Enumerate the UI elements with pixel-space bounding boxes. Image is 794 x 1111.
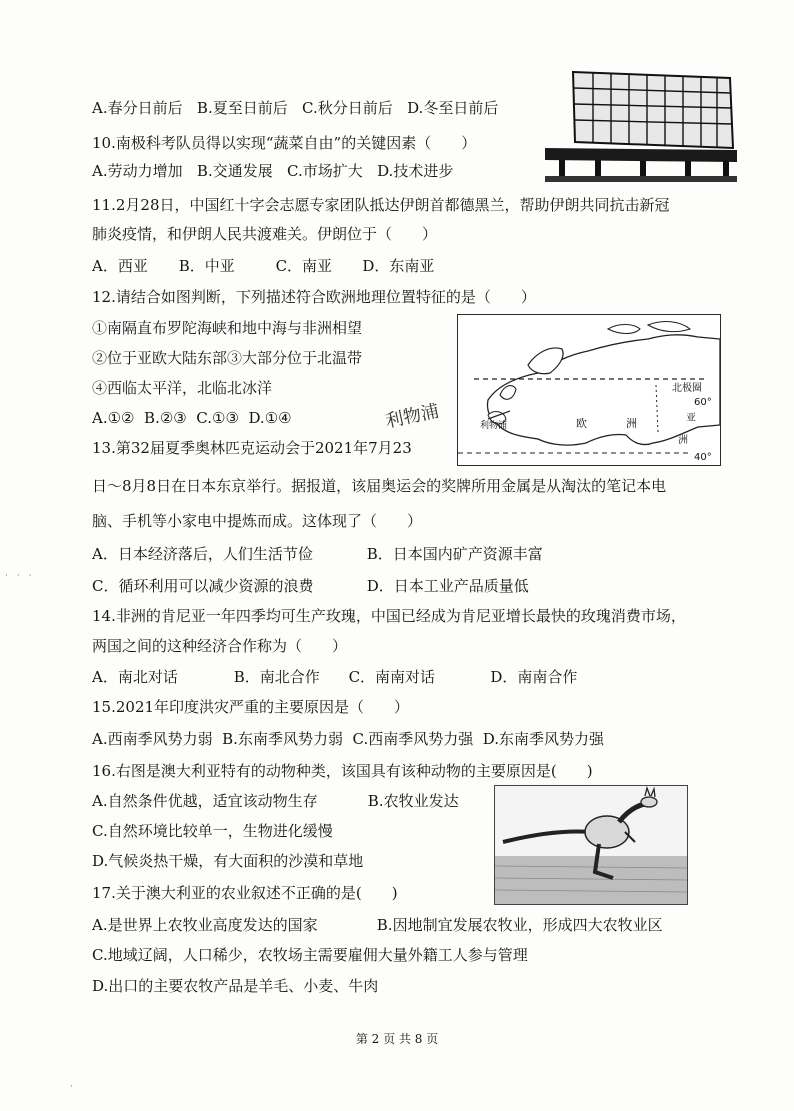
q10-option-d: D.技术进步 (377, 162, 454, 180)
q12-options (92, 408, 292, 428)
q9-option-a: A.春分日前后 (92, 99, 183, 117)
europe-map-drawing (458, 315, 720, 465)
q12-option-d: D.①④ (248, 409, 292, 427)
kangaroo-drawing (495, 786, 687, 904)
europe-map (457, 314, 721, 466)
q15-option-c: C.西南季风势力强 (352, 730, 474, 748)
q11-stem-line1: 11.2月28日，中国红十字会志愿专家团队抵达伊朗首都德黑兰，帮助伊朗共同抗击新冠 (92, 196, 670, 214)
q9-options (92, 98, 498, 118)
q17-option-c: C.地域辽阔，人口稀少，农牧场主需要雇佣大量外籍工人参与管理 (92, 946, 528, 964)
q14-option-d: D．南南合作 (490, 668, 578, 686)
q13-option-a: A．日本经济落后，人们生活节俭 (92, 545, 313, 563)
q15-option-b: B.东南季风势力弱 (222, 730, 343, 748)
q10-options (92, 161, 453, 181)
q12-statement-2: ②位于亚欧大陆东部③大部分位于北温带 (92, 349, 363, 367)
map-label-lat40: 40° (694, 452, 712, 463)
q14-option-b: B．南北合作 (233, 668, 320, 686)
q12-option-a: A.①② (92, 409, 135, 427)
q13-options-row2 (92, 576, 529, 596)
q12-statement-1: ①南隔直布罗陀海峡和地中海与非洲相望 (92, 319, 363, 337)
map-label-arctic: 北极圈 (672, 383, 702, 394)
q13-stem-line3: 脑、手机等小家电中提炼而成。这体现了（ ） (92, 512, 423, 530)
q10-option-c: C.市场扩大 (287, 162, 363, 180)
q11-stem-line2: 肺炎疫情，和伊朗人民共渡难关。伊朗位于（ ） (92, 225, 438, 243)
q16-stem: 16.右图是澳大利亚特有的动物种类，该国具有该种动物的主要原因是( ) (92, 762, 593, 780)
map-label-city: 利物浦 (480, 421, 508, 431)
q12-statement-3: ④西临太平洋，北临北冰洋 (92, 379, 273, 397)
scan-speck: · · · (5, 571, 32, 581)
q17-options-row1 (92, 915, 663, 935)
q17-option-d: D.出口的主要农牧产品是羊毛、小麦、牛肉 (92, 977, 379, 995)
q13-options-row1 (92, 544, 543, 564)
q12-stem: 12.请结合如图判断，下列描述符合欧洲地理位置特征的是（ ） (92, 288, 536, 306)
map-label-asia-1: 亚 (686, 413, 696, 424)
map-label-asia-2: 洲 (678, 435, 688, 446)
q14-stem-line1: 14.非洲的肯尼亚一年四季均可生产玫瑰，中国已经成为肯尼亚增长最快的玫瑰消费市场， (92, 607, 686, 625)
q15-stem: 15.2021年印度洪灾严重的主要原因是（ ） (92, 698, 410, 716)
q16-option-a: A.自然条件优越，适宜该动物生存 (92, 792, 318, 810)
q11-options (92, 256, 434, 276)
q11-option-a: A．西亚 (92, 257, 148, 275)
q9-option-d: D.冬至日前后 (407, 99, 499, 117)
q11-option-b: B．中亚 (178, 257, 235, 275)
q14-option-c: C．南南对话 (348, 668, 436, 686)
q14-option-a: A．南北对话 (92, 668, 178, 686)
q15-options (92, 729, 604, 749)
kangaroo-image (494, 785, 688, 905)
q13-stem-line1: 13.第32届夏季奥林匹克运动会于2021年7月23 (92, 439, 412, 457)
q13-option-b: B．日本国内矿产资源丰富 (366, 545, 543, 563)
research-station-drawing (545, 70, 737, 182)
q10-stem: 10.南极科考队员得以实现“蔬菜自由”的关键因素（ ） (92, 134, 477, 152)
q17-option-a: A.是世界上农牧业高度发达的国家 (92, 916, 318, 934)
q13-stem-line2: 日～8月8日在日本东京举行。据报道，该届奥运会的奖牌所用金属是从淘汰的笔记本电 (92, 477, 667, 495)
scan-speck-2: · (70, 1082, 73, 1092)
q14-options (92, 667, 577, 687)
map-label-europe-2: 洲 (626, 417, 637, 430)
q17-stem: 17.关于澳大利亚的农业叙述不正确的是( ) (92, 884, 398, 902)
q13-option-d: D．日本工业产品质量低 (366, 577, 529, 595)
q12-option-b: B.②③ (144, 409, 187, 427)
map-label-europe-1: 欧 (576, 417, 587, 430)
q9-option-b: B.夏至日前后 (196, 99, 288, 117)
q10-option-b: B.交通发展 (196, 162, 273, 180)
q9-option-c: C.秋分日前后 (302, 99, 393, 117)
q10-option-a: A.劳动力增加 (92, 162, 183, 180)
q11-option-c: C．南亚 (275, 257, 333, 275)
q16-option-d: D.气候炎热干燥，有大面积的沙漠和草地 (92, 852, 364, 870)
q11-option-d: D．东南亚 (362, 257, 435, 275)
map-label-lat60: 60° (694, 397, 712, 408)
q13-option-c: C．循环利用可以减少资源的浪费 (92, 577, 314, 595)
q12-option-c: C.①③ (196, 409, 239, 427)
q16-option-c: C.自然环境比较单一，生物进化缓慢 (92, 822, 333, 840)
q16-options-row1 (92, 791, 459, 811)
q14-stem-line2: 两国之间的这种经济合作称为（ ） (92, 637, 348, 655)
research-station-image (545, 70, 737, 182)
q15-option-a: A.西南季风势力弱 (92, 730, 213, 748)
q16-option-b: B.农牧业发达 (367, 792, 459, 810)
q15-option-d: D.东南季风势力强 (482, 730, 605, 748)
page-number: 第 2 页 共 8 页 (355, 1032, 439, 1046)
q17-option-b: B.因地制宜发展农牧业，形成四大农牧业区 (376, 916, 663, 934)
handwritten-note: 利物浦 (383, 400, 441, 433)
